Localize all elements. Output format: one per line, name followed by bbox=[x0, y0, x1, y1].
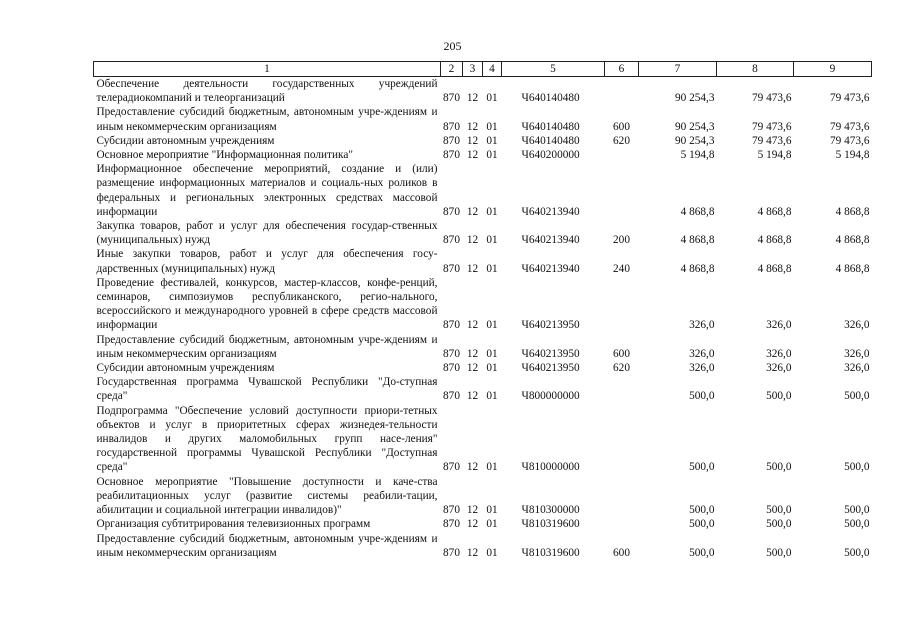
admin-code: 870 bbox=[443, 518, 460, 531]
subsection-code: 01 bbox=[486, 504, 498, 517]
header-cell: 9 bbox=[794, 62, 872, 77]
subsection-code: 01 bbox=[486, 390, 498, 403]
subsection-code: 01 bbox=[486, 461, 498, 474]
section-code: 12 bbox=[466, 390, 479, 403]
amount-col-8: 5 194,8 bbox=[757, 149, 792, 162]
table-header bbox=[94, 62, 872, 77]
subsection-code: 01 bbox=[486, 362, 498, 375]
table-row bbox=[94, 219, 872, 247]
amount-col-9: 5 194,8 bbox=[835, 149, 870, 162]
admin-code: 870 bbox=[443, 92, 460, 105]
header-cell: 3 bbox=[463, 62, 483, 77]
subsection-code: 01 bbox=[486, 262, 498, 275]
admin-code: 870 bbox=[443, 504, 460, 517]
target-article: Ч640213950 bbox=[521, 319, 580, 332]
table-row bbox=[94, 247, 872, 275]
amount-col-9: 500,0 bbox=[844, 518, 870, 531]
target-article: Ч810319600 bbox=[521, 546, 580, 559]
admin-code: 870 bbox=[443, 234, 460, 247]
amount-col-7: 4 868,8 bbox=[680, 262, 715, 275]
subsection-code: 01 bbox=[486, 149, 498, 162]
amount-col-7: 500,0 bbox=[689, 504, 715, 517]
row-name: Субсидии автономным учреждениям bbox=[96, 134, 275, 147]
row-name: Предоставление субсидий бюджетным, автономным учре-ждениям и иным некоммерческим организациям bbox=[96, 532, 438, 559]
section-code: 12 bbox=[466, 461, 479, 474]
amount-col-8: 326,0 bbox=[766, 319, 792, 332]
expense-type bbox=[605, 77, 639, 106]
row-name: Субсидии автономным учреждениям bbox=[96, 362, 275, 375]
amount-col-7: 326,0 bbox=[689, 319, 715, 332]
admin-code: 870 bbox=[443, 262, 460, 275]
table-row bbox=[94, 404, 872, 475]
target-article: Ч810319600 bbox=[521, 518, 580, 531]
header-row bbox=[94, 62, 872, 77]
expense-type bbox=[605, 162, 639, 219]
amount-col-9: 500,0 bbox=[844, 546, 870, 559]
row-name: Обеспечение деятельности государственных учреждений телерадиокомпаний и телеорганизаций bbox=[96, 78, 438, 105]
target-article: Ч800000000 bbox=[521, 390, 580, 403]
subsection-code: 01 bbox=[486, 120, 498, 133]
section-code: 12 bbox=[466, 262, 479, 275]
amount-col-9: 79 473,6 bbox=[829, 134, 870, 147]
section-code: 12 bbox=[466, 319, 479, 332]
row-name: Основное мероприятие "Информационная политика" bbox=[96, 149, 353, 162]
expense-type: 240 bbox=[613, 262, 630, 275]
amount-col-8: 500,0 bbox=[766, 390, 792, 403]
expense-type: 600 bbox=[613, 546, 630, 559]
amount-col-9: 79 473,6 bbox=[829, 120, 870, 133]
target-article: Ч640213950 bbox=[521, 347, 580, 360]
amount-col-8: 4 868,8 bbox=[757, 205, 792, 218]
amount-col-8: 326,0 bbox=[766, 347, 792, 360]
admin-code: 870 bbox=[443, 205, 460, 218]
section-code: 12 bbox=[466, 234, 479, 247]
row-name: Закупка товаров, работ и услуг для обеспечения государ-ственных (муниципальных) нужд bbox=[96, 220, 438, 247]
table-row bbox=[94, 532, 872, 560]
table-body bbox=[94, 77, 872, 560]
row-name: Организация субтитрирования телевизионных программ bbox=[96, 518, 371, 531]
amount-col-8: 4 868,8 bbox=[757, 234, 792, 247]
amount-col-8: 500,0 bbox=[766, 504, 792, 517]
header-cell: 6 bbox=[605, 62, 639, 77]
section-code: 12 bbox=[466, 149, 479, 162]
row-name: Информационное обеспечение мероприятий, создание и (или) размещение информационных материалов и социаль-ных роликов в федеральных и региональных электронных средствах массовой информации bbox=[96, 163, 438, 218]
amount-col-9: 326,0 bbox=[844, 362, 870, 375]
amount-col-7: 90 254,3 bbox=[674, 134, 715, 147]
target-article: Ч640140480 bbox=[521, 120, 580, 133]
section-code: 12 bbox=[466, 546, 479, 559]
amount-col-7: 326,0 bbox=[689, 362, 715, 375]
expense-type: 600 bbox=[613, 120, 630, 133]
target-article: Ч640213940 bbox=[521, 234, 580, 247]
amount-col-9: 500,0 bbox=[844, 504, 870, 517]
header-cell: 1 bbox=[94, 62, 441, 77]
amount-col-8: 4 868,8 bbox=[757, 262, 792, 275]
table-row bbox=[94, 333, 872, 361]
target-article: Ч640140480 bbox=[521, 92, 580, 105]
subsection-code: 01 bbox=[486, 234, 498, 247]
row-name: Иные закупки товаров, работ и услуг для обеспечения госу-дарственных (муниципальных) нужд bbox=[96, 248, 438, 275]
row-name: Подпрограмма "Обеспечение условий доступности приори-тетных объектов и услуг в приоритетных сферах жизнедея-тельности инвалидов и других маломобильных групп насе-ления" государственной программы Чувашской Республики "Доступная среда" bbox=[96, 404, 438, 474]
page-number: 205 bbox=[443, 39, 462, 53]
row-name: Проведение фестивалей, конкурсов, мастер-классов, конфе-ренций, семинаров, симпозиумов республиканского, регио-нального, всероссийского и международного уровней в сфере средств массовой информации bbox=[96, 276, 438, 332]
expense-type bbox=[605, 375, 639, 403]
amount-col-7: 326,0 bbox=[689, 347, 715, 360]
admin-code: 870 bbox=[443, 149, 460, 162]
section-code: 12 bbox=[466, 205, 479, 218]
section-code: 12 bbox=[466, 92, 479, 105]
expense-type bbox=[605, 517, 639, 531]
target-article: Ч640140480 bbox=[521, 134, 580, 147]
admin-code: 870 bbox=[443, 120, 460, 133]
target-article: Ч640200000 bbox=[521, 149, 580, 162]
admin-code: 870 bbox=[443, 362, 460, 375]
admin-code: 870 bbox=[443, 390, 460, 403]
table-row bbox=[94, 475, 872, 518]
amount-col-8: 79 473,6 bbox=[751, 92, 792, 105]
expense-type: 620 bbox=[613, 134, 630, 147]
subsection-code: 01 bbox=[486, 205, 498, 218]
target-article: Ч810000000 bbox=[521, 461, 580, 474]
target-article: Ч640213940 bbox=[521, 262, 580, 275]
amount-col-8: 79 473,6 bbox=[751, 120, 792, 133]
amount-col-7: 500,0 bbox=[689, 518, 715, 531]
section-code: 12 bbox=[466, 518, 479, 531]
admin-code: 870 bbox=[443, 461, 460, 474]
target-article: Ч810300000 bbox=[521, 504, 580, 517]
table-row bbox=[94, 77, 872, 106]
amount-col-7: 5 194,8 bbox=[680, 149, 715, 162]
table-row bbox=[94, 375, 872, 403]
row-name: Предоставление субсидий бюджетным, автономным учре-ждениям и иным некоммерческим организациям bbox=[96, 333, 438, 360]
header-cell: 2 bbox=[441, 62, 463, 77]
amount-col-9: 326,0 bbox=[844, 347, 870, 360]
section-code: 12 bbox=[466, 347, 479, 360]
amount-col-9: 500,0 bbox=[844, 461, 870, 474]
subsection-code: 01 bbox=[486, 518, 498, 531]
admin-code: 870 bbox=[443, 347, 460, 360]
amount-col-7: 4 868,8 bbox=[680, 234, 715, 247]
table-row bbox=[94, 134, 872, 148]
amount-col-9: 326,0 bbox=[844, 319, 870, 332]
amount-col-7: 500,0 bbox=[689, 390, 715, 403]
subsection-code: 01 bbox=[486, 134, 498, 147]
row-name: Государственная программа Чувашской Республики "До-ступная среда" bbox=[96, 376, 438, 403]
expense-type bbox=[605, 475, 639, 518]
section-code: 12 bbox=[466, 120, 479, 133]
amount-col-9: 500,0 bbox=[844, 390, 870, 403]
expense-type bbox=[605, 276, 639, 333]
budget-table bbox=[93, 61, 872, 560]
header-cell: 4 bbox=[483, 62, 502, 77]
target-article: Ч640213940 bbox=[521, 205, 580, 218]
row-name: Основное мероприятие "Повышение доступности и каче-ства реабилитационных услуг (развитие системы реабили-тации, абилитации и социальной интеграции инвалидов)" bbox=[96, 475, 438, 517]
header-cell: 5 bbox=[502, 62, 605, 77]
table-row bbox=[94, 162, 872, 219]
expense-type: 200 bbox=[613, 234, 630, 247]
expense-type bbox=[605, 404, 639, 475]
table-row bbox=[94, 276, 872, 333]
subsection-code: 01 bbox=[486, 92, 498, 105]
table-row bbox=[94, 105, 872, 133]
amount-col-8: 79 473,6 bbox=[751, 134, 792, 147]
target-article: Ч640213950 bbox=[521, 362, 580, 375]
expense-type: 620 bbox=[613, 362, 630, 375]
amount-col-8: 326,0 bbox=[766, 362, 792, 375]
admin-code: 870 bbox=[443, 134, 460, 147]
amount-col-9: 4 868,8 bbox=[835, 262, 870, 275]
amount-col-7: 4 868,8 bbox=[680, 205, 715, 218]
table-row bbox=[94, 517, 872, 531]
subsection-code: 01 bbox=[486, 546, 498, 559]
header-cell: 8 bbox=[717, 62, 794, 77]
subsection-code: 01 bbox=[486, 319, 498, 332]
expense-type bbox=[605, 148, 639, 162]
amount-col-8: 500,0 bbox=[766, 461, 792, 474]
amount-col-7: 500,0 bbox=[689, 546, 715, 559]
expense-type: 600 bbox=[613, 347, 630, 360]
amount-col-7: 90 254,3 bbox=[674, 120, 715, 133]
amount-col-9: 4 868,8 bbox=[835, 234, 870, 247]
amount-col-8: 500,0 bbox=[766, 518, 792, 531]
amount-col-7: 500,0 bbox=[689, 461, 715, 474]
amount-col-7: 90 254,3 bbox=[674, 92, 715, 105]
header-cell: 7 bbox=[639, 62, 717, 77]
table-row bbox=[94, 148, 872, 162]
section-code: 12 bbox=[466, 362, 479, 375]
section-code: 12 bbox=[466, 504, 479, 517]
section-code: 12 bbox=[466, 134, 479, 147]
amount-col-8: 500,0 bbox=[766, 546, 792, 559]
subsection-code: 01 bbox=[486, 347, 498, 360]
row-name: Предоставление субсидий бюджетным, автономным учре-ждениям и иным некоммерческим организациям bbox=[96, 106, 438, 133]
admin-code: 870 bbox=[443, 319, 460, 332]
table-row bbox=[94, 361, 872, 375]
admin-code: 870 bbox=[443, 546, 460, 559]
amount-col-9: 79 473,6 bbox=[829, 92, 870, 105]
amount-col-9: 4 868,8 bbox=[835, 205, 870, 218]
